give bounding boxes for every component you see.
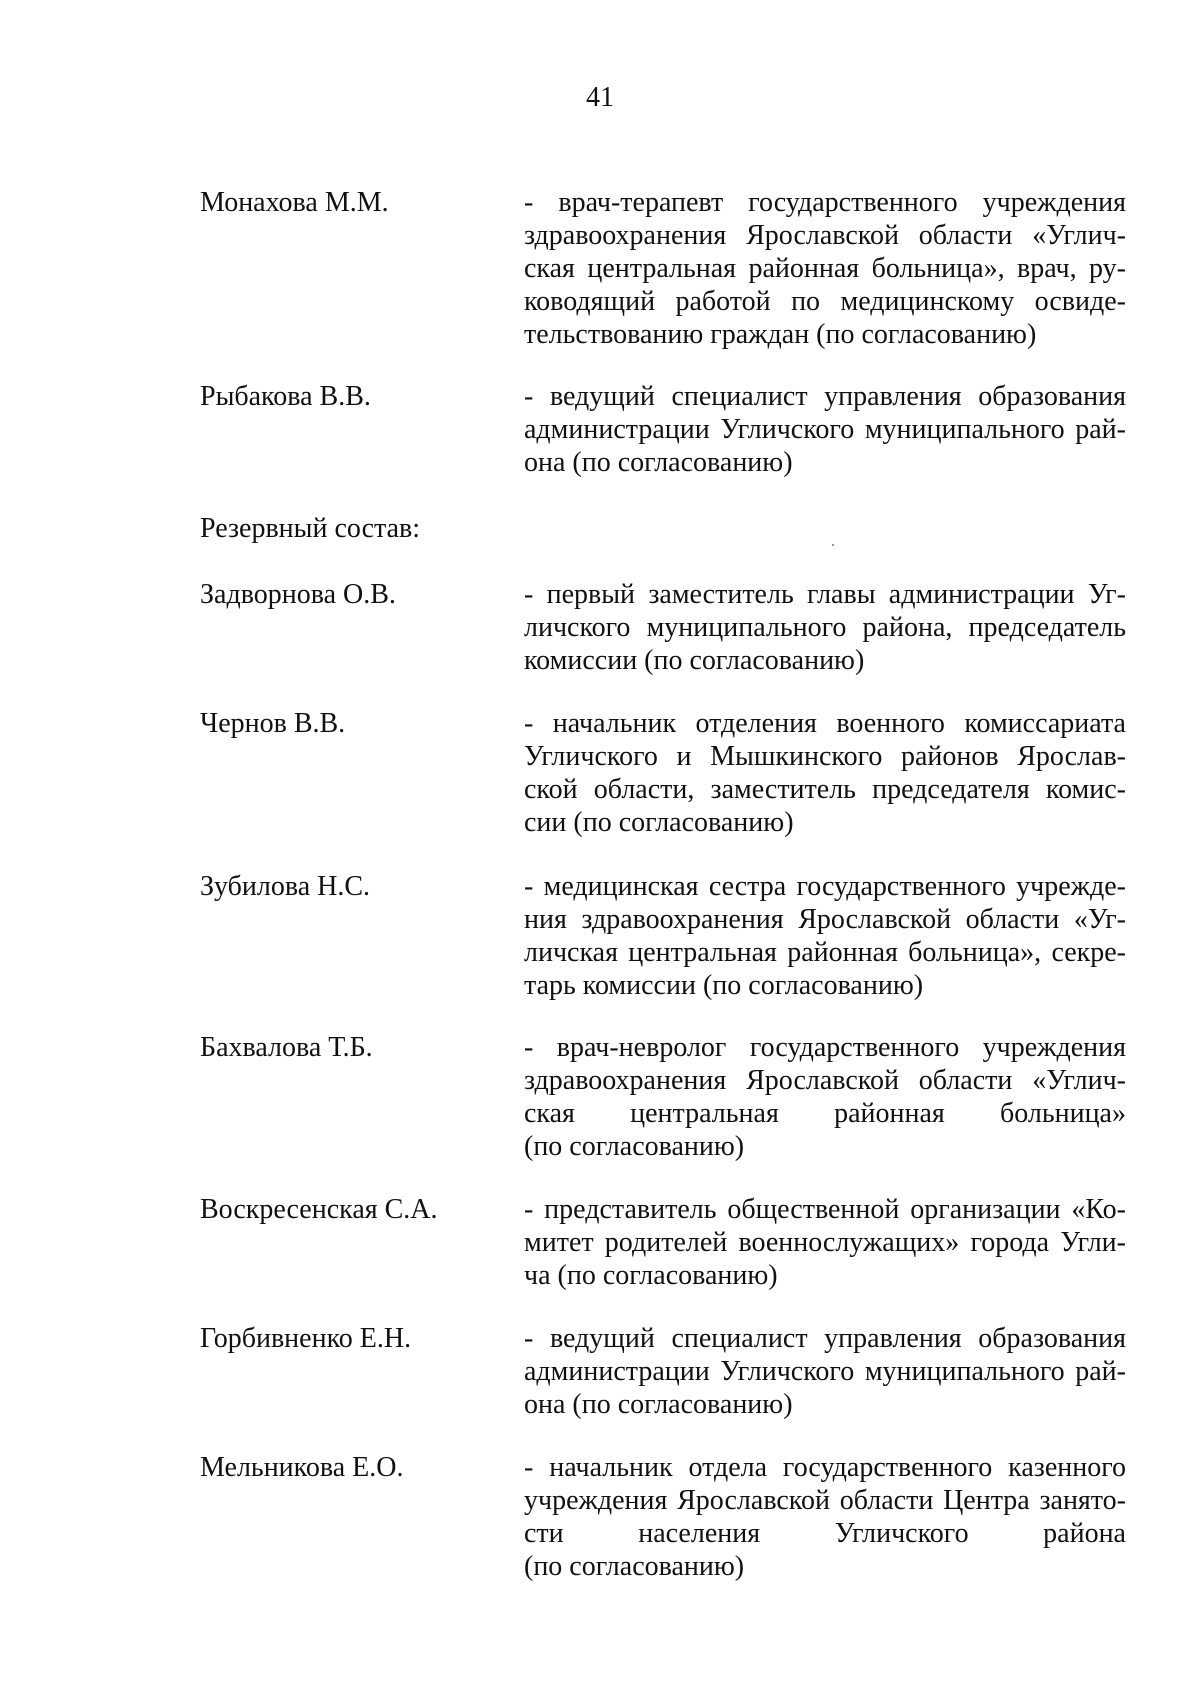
member-name: Зубилова Н.С.	[200, 871, 371, 902]
scan-speck	[832, 544, 834, 546]
description-line: ководящий работой по медицинскому освиде-	[524, 286, 1126, 317]
description-line: тельствованию граждан (по согласованию)	[524, 319, 1037, 350]
description-line: - ведущий специалист управления образования	[524, 1323, 1126, 1354]
reserve-heading: Резервный состав:	[200, 513, 421, 544]
member-name: Чернов В.В.	[200, 708, 346, 739]
description-line: - представитель общественной организации «Ко-	[524, 1194, 1126, 1225]
description-line: сти населения Угличского района	[524, 1518, 1126, 1549]
description-line: администрации Угличского муниципального рай-	[524, 1356, 1126, 1387]
page-number: 41	[586, 82, 614, 113]
member-name: Мельникова Е.О.	[200, 1452, 404, 1483]
description-line: ской области, заместитель председателя комис-	[524, 774, 1126, 805]
member-description	[524, 578, 1126, 677]
member-name: Задворнова О.В.	[200, 579, 396, 610]
member-description	[524, 1031, 1126, 1163]
description-line: ча (по согласованию)	[524, 1260, 778, 1291]
description-line: учреждения Ярославской области Центра занято-	[524, 1485, 1126, 1516]
member-name: Монахова М.М.	[200, 187, 389, 218]
description-line: (по согласованию)	[524, 1551, 745, 1582]
description-line: митет родителей военнослужащих» города Угли-	[524, 1227, 1126, 1258]
member-name: Рыбакова В.В.	[200, 381, 371, 412]
description-line: - ведущий специалист управления образования	[524, 381, 1126, 412]
description-line: ская центральная районная больница», врач, ру-	[524, 253, 1126, 284]
description-line: она (по согласованию)	[524, 1389, 793, 1420]
description-line: - врач-невролог государственного учреждения	[524, 1032, 1126, 1063]
description-line: здравоохранения Ярославской области «Углич-	[524, 1065, 1126, 1096]
description-line: - начальник отдела государственного казенного	[524, 1452, 1126, 1483]
member-description	[524, 1451, 1126, 1583]
member-description	[524, 380, 1126, 479]
description-line: сии (по согласованию)	[524, 807, 794, 838]
description-line: Угличского и Мышкинского районов Ярослав-	[524, 741, 1126, 772]
member-description	[524, 870, 1126, 1002]
description-line: ская центральная районная больница»	[524, 1098, 1126, 1129]
description-line: тарь комиссии (по согласованию)	[524, 970, 924, 1001]
member-description	[524, 707, 1126, 839]
description-line: - начальник отделения военного комиссариата	[524, 708, 1126, 739]
description-line: она (по согласованию)	[524, 447, 793, 478]
description-line: комиссии (по согласованию)	[524, 645, 865, 676]
description-line: - медицинская сестра государственного учрежде-	[524, 871, 1126, 902]
description-line: администрации Угличского муниципального рай-	[524, 414, 1126, 445]
description-line: (по согласованию)	[524, 1131, 745, 1162]
member-description	[524, 1322, 1126, 1421]
description-line: ния здравоохранения Ярославской области «Уг-	[524, 904, 1126, 935]
member-name: Воскресенская С.А.	[200, 1194, 438, 1225]
member-description	[524, 1193, 1126, 1292]
description-line: здравоохранения Ярославской области «Углич-	[524, 220, 1126, 251]
description-line: - первый заместитель главы администрации Уг-	[524, 579, 1126, 610]
member-name: Бахвалова Т.Б.	[200, 1032, 373, 1063]
description-line: - врач-терапевт государственного учреждения	[524, 187, 1126, 218]
member-name: Горбивненко Е.Н.	[200, 1323, 412, 1354]
description-line: личского муниципального района, председатель	[524, 612, 1126, 643]
description-line: личская центральная районная больница», секре-	[524, 937, 1126, 968]
member-description	[524, 186, 1126, 351]
